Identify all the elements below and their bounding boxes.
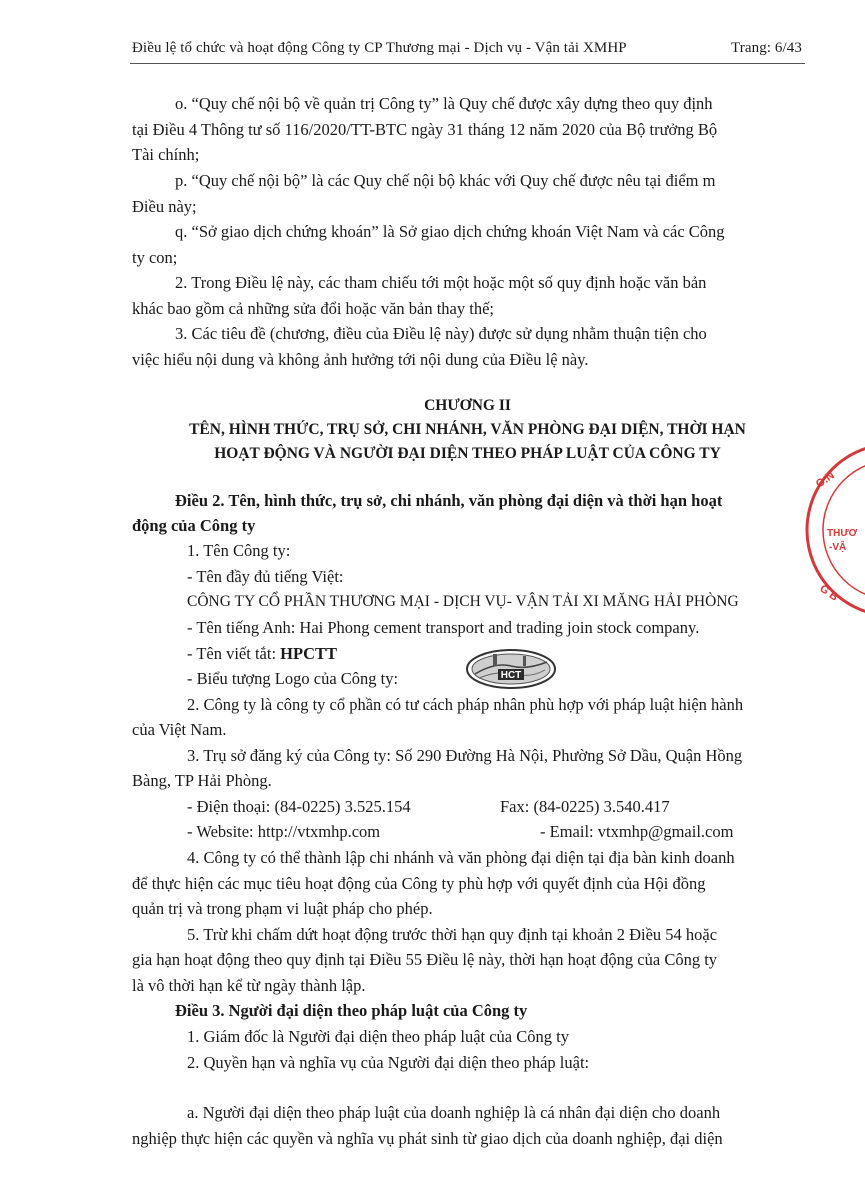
definition-o-line1: o. “Quy chế nội bộ về quản trị Công ty” là Quy chế được xây dựng theo quy định: [175, 94, 713, 113]
clause-2-5-line3: là vô thời hạn kể từ ngày thành lập.: [132, 976, 366, 995]
clause-2-4-line2: để thực hiện các mục tiêu hoạt động của Công ty phù hợp với quyết định của Hội đồng: [132, 874, 706, 893]
svg-text:G B: G B: [817, 582, 841, 604]
email: - Email: vtxmhp@gmail.com: [540, 822, 734, 841]
clause-2-3-line2: Bàng, TP Hải Phòng.: [132, 771, 272, 790]
svg-text:-VẬ: -VẬ: [829, 542, 847, 553]
definition-o-line2: tại Điều 4 Thông tư số 116/2020/TT-BTC ngày 31 tháng 12 năm 2020 của Bộ trưởng Bộ: [132, 120, 718, 139]
abbreviation-line: [187, 642, 337, 666]
phone-number: - Điện thoại: (84-0225) 3.525.154: [187, 797, 411, 816]
clause-3-line2: việc hiểu nội dung và không ảnh hưởng tới nội dung của Điều lệ này.: [132, 350, 589, 369]
abbreviation-label: - Tên viết tắt:: [187, 644, 281, 663]
chapter-number: CHƯƠNG II: [424, 397, 511, 414]
definition-p-line1: p. “Quy chế nội bộ” là các Quy chế nội bộ khác với Quy chế được nêu tại điểm m: [175, 171, 716, 190]
clause-2-5-line1: 5. Trừ khi chấm dứt hoạt động trước thời hạn quy định tại khoản 2 Điều 54 hoặc: [187, 925, 718, 944]
page-number: Trang: 6/43: [731, 40, 802, 56]
article-3-heading: Điều 3. Người đại diện theo pháp luật của Công ty: [175, 1001, 528, 1020]
logo-label: - Biểu tượng Logo của Công ty:: [187, 669, 399, 688]
clause-3-line1: 3. Các tiêu đề (chương, điều của Điều lệ này) được sử dụng nhằm thuận tiện cho: [175, 324, 707, 343]
clause-2-line2: khác bao gồm cả những sửa đổi hoặc văn bản thay thế;: [132, 299, 494, 318]
company-logo: [465, 648, 557, 690]
vietnamese-name-label: - Tên đầy đủ tiếng Việt:: [187, 567, 344, 586]
article-2-heading-line1: Điều 2. Tên, hình thức, trụ sở, chi nhánh, văn phòng đại diện và thời hạn hoạt: [175, 491, 723, 510]
header-divider: [130, 63, 805, 64]
clause-3-2: 2. Quyền hạn và nghĩa vụ của Người đại diện theo pháp luật:: [187, 1053, 590, 1072]
page-header: [132, 40, 802, 57]
clause-2-4-line1: 4. Công ty có thể thành lập chi nhánh và văn phòng đại diện tại địa bàn kinh doanh: [187, 848, 735, 867]
definition-q-line1: q. “Sở giao dịch chứng khoán” là Sở giao dịch chứng khoán Việt Nam và các Công: [175, 222, 725, 241]
logo-text: HCT: [500, 670, 522, 681]
company-name-label: 1. Tên Công ty:: [187, 541, 291, 560]
svg-text:THƯƠ: THƯƠ: [827, 528, 858, 539]
vietnamese-company-name: CÔNG TY CỔ PHẦN THƯƠNG MẠI - DỊCH VỤ- VẬN TẢI XI MĂNG HẢI PHÒNG: [187, 593, 739, 610]
header-title: Điều lệ tổ chức và hoạt động Công ty CP Thương mại - Dịch vụ - Vận tải XMHP: [132, 40, 627, 56]
clause-3-1: 1. Giám đốc là Người đại diện theo pháp luật của Công ty: [187, 1027, 569, 1046]
clause-2-2-line1: 2. Công ty là công ty cổ phần có tư cách pháp nhân phù hợp với pháp luật hiện hành: [187, 695, 744, 714]
svg-text:O.N: O.N: [813, 469, 837, 491]
clause-2-line1: 2. Trong Điều lệ này, các tham chiếu tới một hoặc một số quy định hoặc văn bản: [175, 273, 707, 292]
definition-o-line3: Tài chính;: [132, 145, 200, 164]
english-company-name: - Tên tiếng Anh: Hai Phong cement transport and trading join stock company.: [187, 618, 700, 637]
company-seal-stamp: [805, 440, 865, 620]
website: - Website: http://vtxmhp.com: [187, 822, 381, 841]
chapter-title-line1: TÊN, HÌNH THỨC, TRỤ SỞ, CHI NHÁNH, VĂN PHÒNG ĐẠI DIỆN, THỜI HẠN: [189, 421, 746, 438]
clause-2-5-line2: gia hạn hoạt động theo quy định tại Điều 55 Điều lệ này, thời hạn hoạt động của Công ty: [132, 950, 718, 969]
fax-number: Fax: (84-0225) 3.540.417: [500, 797, 670, 816]
article-2-heading-line2: động của Công ty: [132, 516, 256, 535]
clause-3-2a-line2: nghiệp thực hiện các quyền và nghĩa vụ phát sinh từ giao dịch của doanh nghiệp, đại diện: [132, 1129, 723, 1148]
clause-2-2-line2: của Việt Nam.: [132, 720, 227, 739]
definition-p-line2: Điều này;: [132, 197, 197, 216]
chapter-title-line2: HOẠT ĐỘNG VÀ NGƯỜI ĐẠI DIỆN THEO PHÁP LUẬT CỦA CÔNG TY: [214, 445, 721, 462]
clause-2-4-line3: quản trị và trong phạm vi luật pháp cho phép.: [132, 899, 433, 918]
clause-3-2a-line1: a. Người đại diện theo pháp luật của doanh nghiệp là cá nhân đại diện cho doanh: [187, 1103, 721, 1122]
abbreviation-value: HPCTT: [280, 644, 338, 663]
clause-2-3-line1: 3. Trụ sở đăng ký của Công ty: Số 290 Đường Hà Nội, Phường Sở Dầu, Quận Hồng: [187, 746, 743, 765]
definition-q-line2: ty con;: [132, 248, 178, 267]
